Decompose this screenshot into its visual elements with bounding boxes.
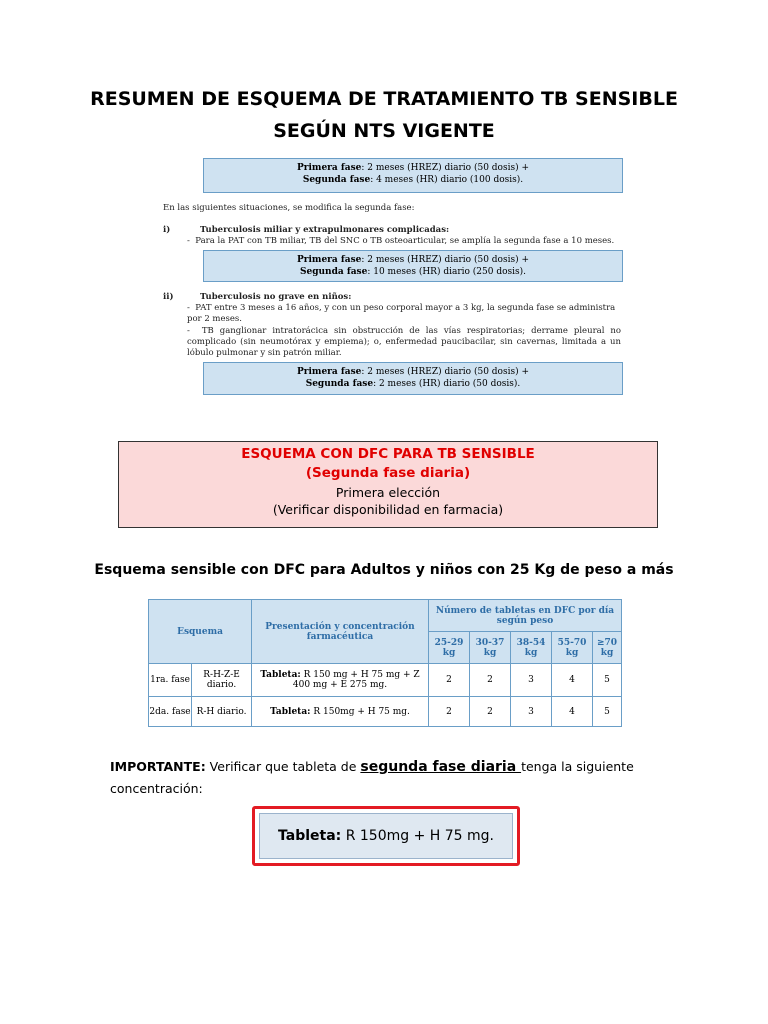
tablet-inner [259,813,513,859]
cell-value: 2 [429,697,470,727]
cell-value: 4 [552,697,593,727]
section-i-marker: i) [163,225,171,235]
phase1-label: Primera fase [297,255,362,265]
section-i-bullet: - Para la PAT con TB miliar, TB del SNC o TB osteoarticular, se amplía la segunda fase a 10 meses. [187,236,615,246]
dfc-box-line3: Primera elección [335,485,441,500]
header-weight: 38-54 kg [511,632,552,664]
bullet-dash: - [187,236,196,246]
table-row [149,697,622,727]
section-ii-marker: ii) [163,292,174,302]
cell-value: 3 [511,664,552,697]
header-presentacion: Presentación y concentración farmacéutica [252,600,429,664]
cell-fase: 2da. fase [149,697,192,727]
cell-value: 2 [470,664,511,697]
header-weight: 25-29 kg [429,632,470,664]
tablet-highlight-box [252,806,520,866]
cell-fase: 1ra. fase [149,664,192,697]
tablet-text: R 150mg + H 75 mg. [341,828,494,844]
page-title-line2: SEGÚN NTS VIGENTE [273,120,495,142]
dfc-box-title: ESQUEMA CON DFC PARA TB SENSIBLE [241,446,535,462]
phase1-label: Primera fase [297,367,362,377]
cell-tableta: Tableta: R 150 mg + H 75 mg + Z 400 mg + E 275 mg. [252,664,429,697]
table-subtitle: Esquema sensible con DFC para Adultos y niños con 25 Kg de peso a más [94,562,674,578]
cell-tableta: Tableta: R 150mg + H 75 mg. [252,697,429,727]
cell-value: 2 [470,697,511,727]
bullet-dash: - [187,303,196,313]
section-ii-bullet1: - PAT entre 3 meses a 16 años, y con un peso corporal mayor a 3 kg, la segunda fase se administra por 2 meses. [187,303,616,324]
section-ii-heading: Tuberculosis no grave en niños: [200,292,352,302]
important-highlight: segunda fase diaria [360,759,522,775]
phase1-label: Primera fase [297,163,362,173]
header-numero: Número de tabletas en DFC por día según peso [429,600,622,632]
cell-esquema: R-H diario. [192,697,252,727]
bullet-dash: - [187,326,202,336]
scheme-box-section-i [203,250,623,282]
cell-esquema: R-H-Z-E diario. [192,664,252,697]
header-weight: 30-37 kg [470,632,511,664]
scheme-box-section-ii [203,362,623,395]
phase1-text: : 2 meses (HREZ) diario (50 dosis) + [361,255,529,265]
phase2-text: : 10 meses (HR) diario (250 dosis). [367,267,527,277]
phase2-text: : 4 meses (HR) diario (100 dosis). [370,175,524,185]
cell-value: 5 [593,664,622,697]
scheme-box-standard [203,158,623,193]
phase1-text: : 2 meses (HREZ) diario (50 dosis) + [361,163,529,173]
intro-text: En las siguientes situaciones, se modifica la segunda fase: [163,203,415,213]
phase2-text: : 2 meses (HR) diario (50 dosis). [373,379,521,389]
dfc-box-subtitle: (Segunda fase diaria) [305,465,471,481]
table-row [149,664,622,697]
important-text-after: tenga la siguiente concentración: [110,759,634,796]
phase2-label: Segunda fase [305,379,374,389]
section-i-heading: Tuberculosis miliar y extrapulmonares complicadas: [200,225,450,235]
header-esquema: Esquema [149,600,252,664]
page-title-line1: RESUMEN DE ESQUEMA DE TRATAMIENTO TB SENSIBLE [90,88,678,110]
cell-value: 5 [593,697,622,727]
header-weight: 55-70 kg [552,632,593,664]
dfc-dosage-table [148,599,622,727]
phase1-text: : 2 meses (HREZ) diario (50 dosis) + [361,367,529,377]
dfc-highlight-box [118,441,658,528]
cell-value: 2 [429,664,470,697]
important-text-before: Verificar que tableta de [205,759,361,774]
cell-value: 4 [552,664,593,697]
tablet-label: Tableta: [278,828,342,844]
important-label: IMPORTANTE: [110,759,206,774]
header-weight: ≥70 kg [593,632,622,664]
cell-value: 3 [511,697,552,727]
section-ii-bullet2: - TB ganglionar intratorácica sin obstrucción de las vías respiratorias; derrame pleural no complicado (sin neumotórax y empiema); o, enfermedad paucibacilar, sin cavernas, limitada a un lóbulo pulmonar y sin patrón miliar. [187,326,621,358]
phase2-label: Segunda fase [299,267,368,277]
dfc-box-line4: (Verificar disponibilidad en farmacia) [272,502,504,517]
important-note [110,756,670,800]
phase2-label: Segunda fase [302,175,371,185]
